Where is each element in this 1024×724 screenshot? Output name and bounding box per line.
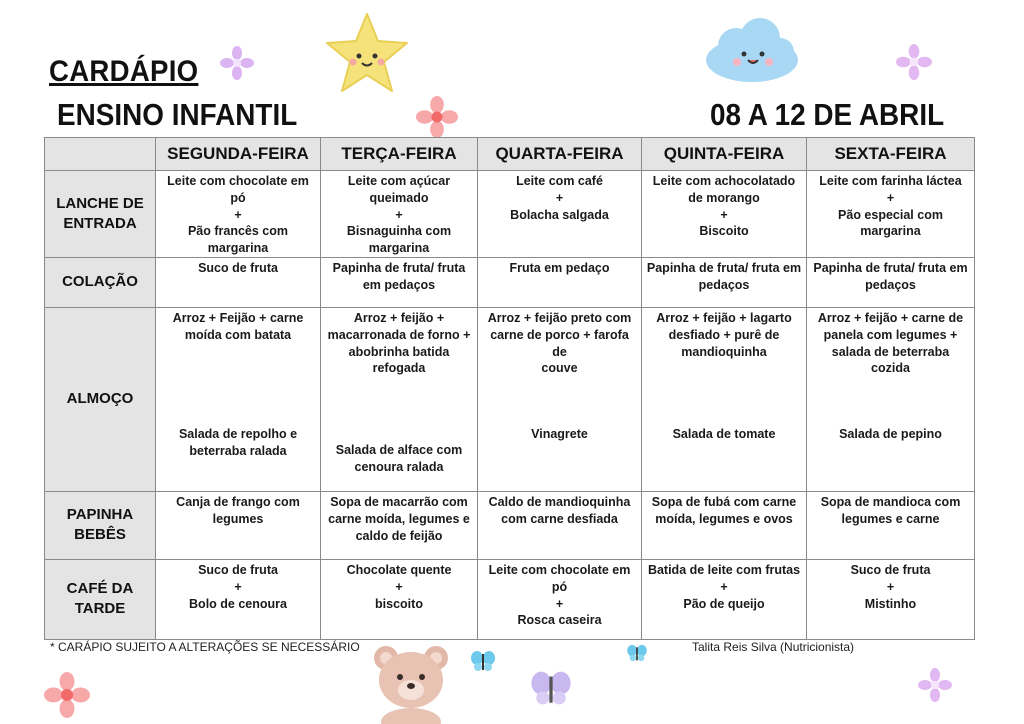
menu-cell: Leite com chocolate em pó + Pão francês com margarina bbox=[156, 171, 321, 258]
menu-cell: Arroz + Feijão + carne moída com batata Salada de repolho e beterraba ralada bbox=[156, 307, 321, 491]
page-title: CARDÁPIO bbox=[49, 55, 199, 88]
menu-cell: Arroz + feijão + carne de panela com legumes + salada de beterraba cozida Salada de pepino bbox=[807, 307, 975, 491]
menu-cell: Papinha de fruta/ fruta em pedaços bbox=[321, 257, 478, 307]
table-row bbox=[45, 257, 975, 307]
day-header-friday: SEXTA-FEIRA bbox=[807, 138, 975, 171]
menu-cell: Leite com açúcar queimado + Bisnaguinha com margarina bbox=[321, 171, 478, 258]
flower-icon bbox=[918, 668, 952, 702]
table-row bbox=[45, 171, 975, 258]
star-icon bbox=[322, 8, 412, 98]
date-range: 08 A 12 DE ABRIL bbox=[709, 97, 944, 132]
flower-icon bbox=[220, 46, 254, 80]
butterfly-icon bbox=[529, 670, 573, 706]
menu-cell: Caldo de mandioquinha com carne desfiada bbox=[478, 491, 642, 559]
menu-cell: Suco de fruta + Bolo de cenoura bbox=[156, 559, 321, 639]
menu-cell: Leite com café + Bolacha salgada bbox=[478, 171, 642, 258]
table-row bbox=[45, 307, 975, 491]
menu-cell: Arroz + feijão + lagarto desfiado + purê de mandioquinha Salada de tomate bbox=[642, 307, 807, 491]
menu-cell: Arroz + feijão preto com carne de porco + farofa de couve Vinagrete bbox=[478, 307, 642, 491]
meal-label-papinha: PAPINHA BEBÊS bbox=[45, 491, 156, 559]
meal-label-almoco: ALMOÇO bbox=[45, 307, 156, 491]
menu-cell: Sopa de mandioca com legumes e carne bbox=[807, 491, 975, 559]
corner-cell bbox=[45, 138, 156, 171]
table-header-row bbox=[45, 138, 975, 171]
page-subtitle: ENSINO INFANTIL bbox=[57, 97, 298, 132]
menu-cell: Papinha de fruta/ fruta em pedaços bbox=[807, 257, 975, 307]
footnote: * CARÁPIO SUJEITO A ALTERAÇÕES SE NECESSÁRIO bbox=[50, 640, 360, 654]
menu-cell: Suco de fruta + Mistinho bbox=[807, 559, 975, 639]
flower-icon bbox=[44, 672, 90, 718]
day-header-tuesday: TERÇA-FEIRA bbox=[321, 138, 478, 171]
menu-cell: Papinha de fruta/ fruta em pedaços bbox=[642, 257, 807, 307]
menu-cell: Canja de frango com legumes bbox=[156, 491, 321, 559]
day-header-thursday: QUINTA-FEIRA bbox=[642, 138, 807, 171]
menu-cell: Leite com chocolate em pó + Rosca caseira bbox=[478, 559, 642, 639]
table-row bbox=[45, 491, 975, 559]
flower-icon bbox=[416, 96, 458, 138]
meal-label-cafe: CAFÉ DA TARDE bbox=[45, 559, 156, 639]
butterfly-icon bbox=[626, 644, 648, 662]
menu-cell: Fruta em pedaço bbox=[478, 257, 642, 307]
menu-cell: Leite com farinha láctea + Pão especial com margarina bbox=[807, 171, 975, 258]
menu-cell: Batida de leite com frutas + Pão de queijo bbox=[642, 559, 807, 639]
menu-cell: Arroz + feijão + macarronada de forno + abobrinha batida refogada Salada de alface com cenoura ralada bbox=[321, 307, 478, 491]
menu-cell: Suco de fruta bbox=[156, 257, 321, 307]
table-row bbox=[45, 559, 975, 639]
nutritionist-signature: Talita Reis Silva (Nutricionista) bbox=[692, 640, 855, 654]
meal-label-lanche: LANCHE DE ENTRADA bbox=[45, 171, 156, 258]
menu-cell: Chocolate quente + biscoito bbox=[321, 559, 478, 639]
day-header-wednesday: QUARTA-FEIRA bbox=[478, 138, 642, 171]
menu-table bbox=[44, 137, 975, 640]
cloud-icon bbox=[702, 14, 802, 86]
flower-icon bbox=[896, 44, 932, 80]
menu-cell: Sopa de fubá com carne moída, legumes e ovos bbox=[642, 491, 807, 559]
day-header-monday: SEGUNDA-FEIRA bbox=[156, 138, 321, 171]
teddy-bear-icon bbox=[366, 644, 456, 724]
menu-cell: Leite com achocolatado de morango + Biscoito bbox=[642, 171, 807, 258]
menu-cell: Sopa de macarrão com carne moída, legumes e caldo de feijão bbox=[321, 491, 478, 559]
meal-label-colacao: COLAÇÃO bbox=[45, 257, 156, 307]
butterfly-icon bbox=[470, 650, 496, 672]
